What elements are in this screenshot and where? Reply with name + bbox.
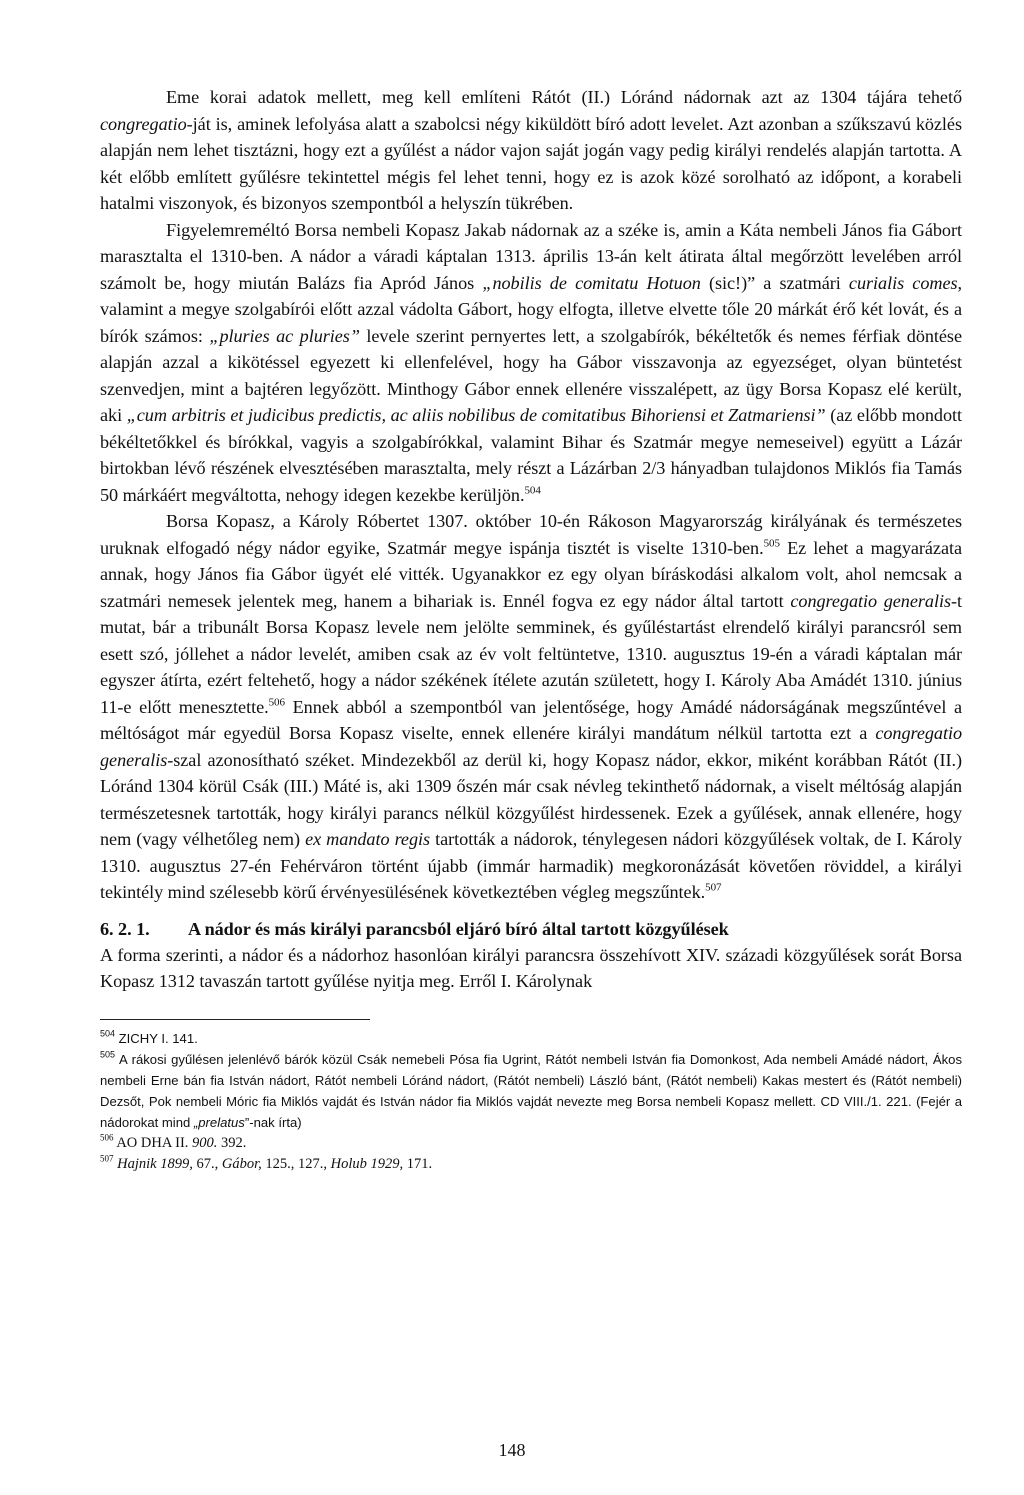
footnote-ref-504[interactable]: 504 xyxy=(524,483,541,496)
text: Figyelemreméltó Borsa nembeli Kopasz Jakab nádornak az a széke is, amin a Káta nembeli János fia Gábort marasztalta el 1310-ben. A nádor a váradi káptalan 1313. április 13-án kelt átirata által megőrzött levelében arról számolt be, hogy miután Balázs fia Apród János xyxy=(100,219,962,293)
section-heading xyxy=(100,916,962,942)
text: Ez lehet a magyarázata annak, hogy János fia Gábor ügyét elé vitték. Ugyanakkor ez egy olyan bíráskodási alkalom volt, ahol nemcsak a szatmári nemesek jelentek meg, hanem a bihariak is. Ennél fogva ez egy nádor által tartott xyxy=(100,537,962,611)
footnote-text: 125., 127., xyxy=(261,1155,331,1172)
footnote-italic: Hajnik 1899, xyxy=(117,1155,193,1172)
latin-term: curialis comes xyxy=(848,272,958,293)
footnote-text: A rákosi gyűlésen jelenlévő bárók közül Csák nemebeli Pósa fia Ugrint, Rátót nembeli István fia Domonkost, Ada nembeli Amádé nádort, Ákos nembeli Erne bán fia István nádort, Rátót nembeli Lóránd nádort, (Rátót nembeli) László bánt, (Rátót nembeli) Kakas mestert és (Rátót nembeli) Dezsőt, Pok nembeli Móric fia Miklós vajdát és István nádor fia Miklós vajdát nevezte meg Borsa nembeli Kopasz mellett. CD VIII./1. 221. (Fejér a nádorokat mind xyxy=(100,1051,962,1130)
text: Eme korai adatok mellett, meg kell említeni Rátót (II.) Lóránd nádornak azt az 1304 tájára tehető xyxy=(166,87,962,107)
footnote-text: AO DHA II. xyxy=(116,1134,193,1151)
footnote-text: 67., xyxy=(192,1155,222,1172)
footnote-ref-505[interactable]: 505 xyxy=(763,536,780,549)
page-number: 148 xyxy=(498,1440,526,1460)
footnote-507 xyxy=(100,1154,962,1175)
text: tartották a nádorok, ténylegesen nádori közgyűlések voltak, de I. Károly 1310. augusztus 27-én Fehérváron történt újabb (immár harmadik) megkoronázását követően röviddel, a királyi tekintély mind szélesebb körű érvényesülésének következtében végleg megszűntek. xyxy=(100,829,962,902)
footnote-italic: „prelatus xyxy=(193,1114,245,1130)
paragraph-3 xyxy=(100,508,962,906)
footnote-number: 505 xyxy=(100,1049,116,1060)
text: (sic!)” a szatmári xyxy=(700,272,849,293)
footnote-ref-506[interactable]: 506 xyxy=(268,695,285,708)
footnote-505 xyxy=(100,1049,962,1133)
main-text xyxy=(100,84,962,995)
text: (az előbb mondott békéltetőkkel és bírókkal, vagyis a szolgabírókkal, valamint Bihar és Szatmár megye nemeseivel) együtt a Lázár birtokban lévő részének elvesztésében marasztalta, mely részt a Lázárban 2/3 hányadban tulajdonos Miklós fia Tamás 50 márkáért megváltotta, nehogy idegen kezekbe kerüljön. xyxy=(100,405,962,505)
footnote-text: 392. xyxy=(217,1134,247,1151)
footnote-divider xyxy=(100,1019,370,1020)
latin-quote: „cum arbitris et judicibus predictis, ac aliis nobilibus de comitatibus Bihoriensi et Zatmariensi” xyxy=(126,405,826,425)
page-content xyxy=(100,84,962,1175)
footnote-italic: Holub 1929, xyxy=(330,1155,404,1172)
footnote-text: 171. xyxy=(403,1155,433,1172)
text: Ennek abból a szempontból van jelentősége, hogy Amádé nádorságának megszűntével a méltóságot már egyedül Borsa Kopasz viselte, ennek ellenére királyi mandátum nélkül tartotta ezt a xyxy=(100,696,962,743)
section-number: 6. 2. 1. xyxy=(100,918,150,939)
footnote-504 xyxy=(100,1028,962,1049)
paragraph-1 xyxy=(100,84,962,217)
text: -t mutat, bár a tribunált Borsa Kopasz levele nem jelölte semminek, és gyűléstartást elrendelő királyi parancsról sem esett szó, jóllehet a nádor levelét, amiben csak az év volt feltüntetve, 1310. augusztus 19-én a váradi káptalan már egyszer átírta, ezért feltehető, hogy a nádor székének ítélete azután született, hogy I. Károly Aba Amádét 1310. június 11-e előtt menesztette. xyxy=(100,590,962,717)
latin-quote: „nobilis de comitatu Hotuon xyxy=(482,272,701,293)
footnote-number: 507 xyxy=(100,1153,114,1164)
footnote-italic: Gábor, xyxy=(221,1155,262,1172)
footnote-italic: 900. xyxy=(192,1134,218,1151)
text: levele szerint pernyertes lett, a szolgabírók, békéltetők és nemes férfiak döntése alapján azzal a kikötéssel egyezett ki ellenfelével, hogy ha Gábor visszavonja az egyezséget, olyan büntetést szenvedjen, mint a bajtéren legyőzött. Minthogy Gábor ennek ellenére visszalépett, az ügy Borsa Kopasz elé került, aki xyxy=(100,325,962,425)
footnote-text: ”-nak írta) xyxy=(244,1114,302,1130)
footnote-506 xyxy=(100,1133,962,1154)
italic-term: congregatio xyxy=(100,113,187,134)
text: , valamint a megye szolgabírói előtt azzal vádolta Gábort, hogy elfogta, illetve elvette tőle 20 márkát érő két lovát, és a bírók számos: xyxy=(100,272,962,346)
section-title: A nádor és más királyi parancsból eljáró bíró által tartott közgyűlések xyxy=(188,918,729,939)
text: Borsa Kopasz, a Károly Róbertet 1307. október 10-én Rákoson Magyarország királyának és természetes uruknak elfogadó négy nádor egyike, Szatmár megye ispánja tisztét is viselte 1310-ben. xyxy=(100,511,962,558)
paragraph-4: A forma szerinti, a nádor és a nádorhoz hasonlóan királyi parancsra összehívott XIV. századi közgyűlések sorát Borsa Kopasz 1312 tavaszán tartott gyűlése nyitja meg. Erről I. Károlynak xyxy=(100,944,962,991)
paragraph-2 xyxy=(100,217,962,509)
footnote-number: 504 xyxy=(100,1028,116,1039)
latin-term: congregatio generalis xyxy=(790,590,951,611)
footnote-text: ZICHY I. 141. xyxy=(118,1030,198,1046)
text: -szal azonosítható széket. Mindezekből az derül ki, hogy Kopasz nádor, ekkor, miként korábban Rátót (II.) Lóránd 1304 körül Csák (III.) Máté is, aki 1309 őszén már csak névleg tekinthető nádornak, a viselt méltóság alapján természetesnek tartották, hogy királyi parancs nélkül közgyűlést hirdessenek. Ezek a gyűlések, annak ellenére, hogy nem (vagy vélhetőleg nem) xyxy=(100,749,962,849)
latin-quote: „pluries ac pluries” xyxy=(209,325,360,346)
footnote-number: 506 xyxy=(100,1132,114,1143)
latin-term: ex mandato regis xyxy=(305,829,431,849)
footnotes xyxy=(100,1028,962,1175)
latin-term: congregatio generalis xyxy=(100,723,962,770)
footnote-ref-507[interactable]: 507 xyxy=(705,881,722,894)
text: -ját is, aminek lefolyása alatt a szabolcsi négy kiküldött bíró adott levelet. Azt azonban a szűkszavú közlés alapján nem lehet tisztázni, hogy ezt a gyűlést a nádor vajon saját jogán vagy pedig királyi rendelés alapján tartotta. A két előbb említett gyűlésre tekintettel mégis fel lehet tenni, hogy ez is azok közé sorolható az időpont, a korabeli hatalmi viszonyok, és bizonyos szempontból a helyszín tükrében. xyxy=(100,113,962,213)
